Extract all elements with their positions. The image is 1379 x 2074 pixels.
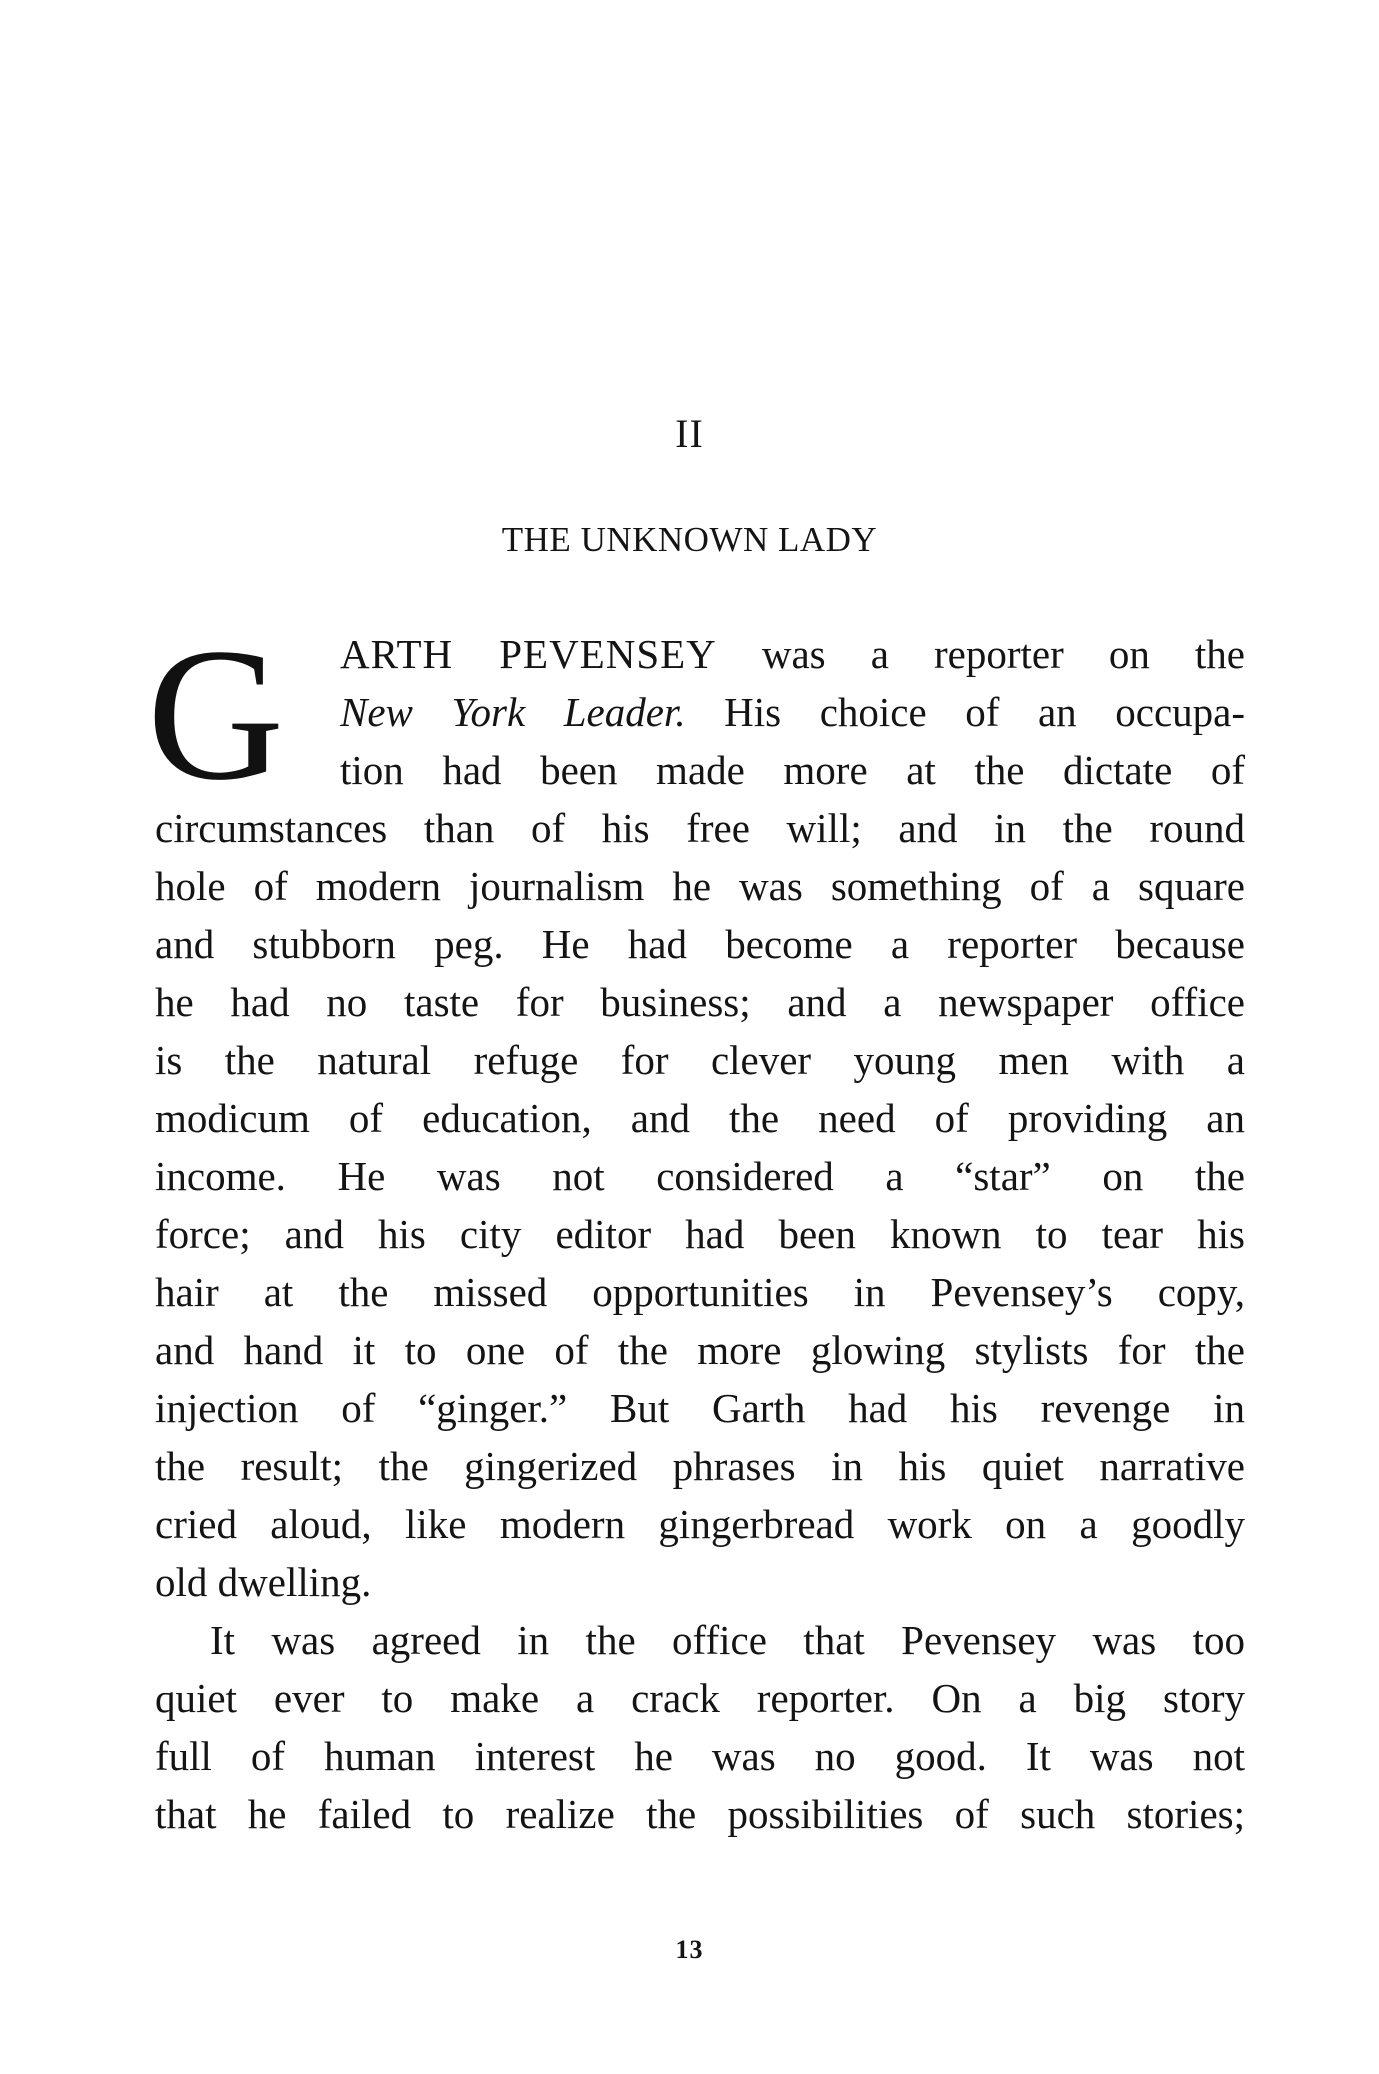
text-line: and stubborn peg. He had become a reporter because: [155, 921, 1245, 967]
text-line: force; and his city editor had been known to tear his: [155, 1211, 1245, 1257]
text-line: It was agreed in the office that Pevensey was too: [210, 1617, 1245, 1663]
text-line: cried aloud, like modern gingerbread work on a goodly: [155, 1501, 1245, 1547]
text-line: modicum of education, and the need of providing an: [155, 1095, 1245, 1141]
text-line: [155, 683, 1245, 741]
page-number: 13: [675, 1935, 704, 1964]
text-line: full of human interest he was no good. It was not: [155, 1733, 1245, 1779]
text-line: tion had been made more at the dictate of: [340, 747, 1245, 793]
newspaper-name: New York Leader.: [340, 689, 686, 735]
line-text: was a reporter on the: [716, 631, 1245, 677]
text-line: and hand it to one of the more glowing stylists for the: [155, 1327, 1245, 1373]
body-text: [147, 610, 1245, 1843]
text-line: hair at the missed opportunities in Pevensey’s copy,: [155, 1269, 1245, 1315]
text-line: old dwelling.: [155, 1559, 372, 1605]
text-line: income. He was not considered a “star” on the: [155, 1153, 1245, 1199]
chapter-number: II: [675, 411, 704, 456]
text-line: that he failed to realize the possibilities of such stories;: [155, 1791, 1245, 1837]
text-line: quiet ever to make a crack reporter. On a big story: [155, 1675, 1245, 1721]
text-line: he had no taste for business; and a newspaper office: [155, 979, 1245, 1025]
text-line: [155, 625, 1245, 683]
text-line: circumstances than of his free will; and in the round: [155, 805, 1245, 851]
text-line: injection of “ginger.” But Garth had his revenge in: [155, 1385, 1245, 1431]
opening-caps: ARTH PEVENSEY: [340, 631, 717, 677]
chapter-title: THE UNKNOWN LADY: [501, 520, 878, 559]
line-text: His choice of an occupa-: [685, 689, 1245, 735]
text-line: hole of modern journalism he was something of a square: [155, 863, 1245, 909]
text-line: is the natural refuge for clever young men with a: [155, 1037, 1245, 1083]
drop-cap: G: [147, 610, 285, 820]
text-line: the result; the gingerized phrases in his quiet narrative: [155, 1443, 1245, 1489]
